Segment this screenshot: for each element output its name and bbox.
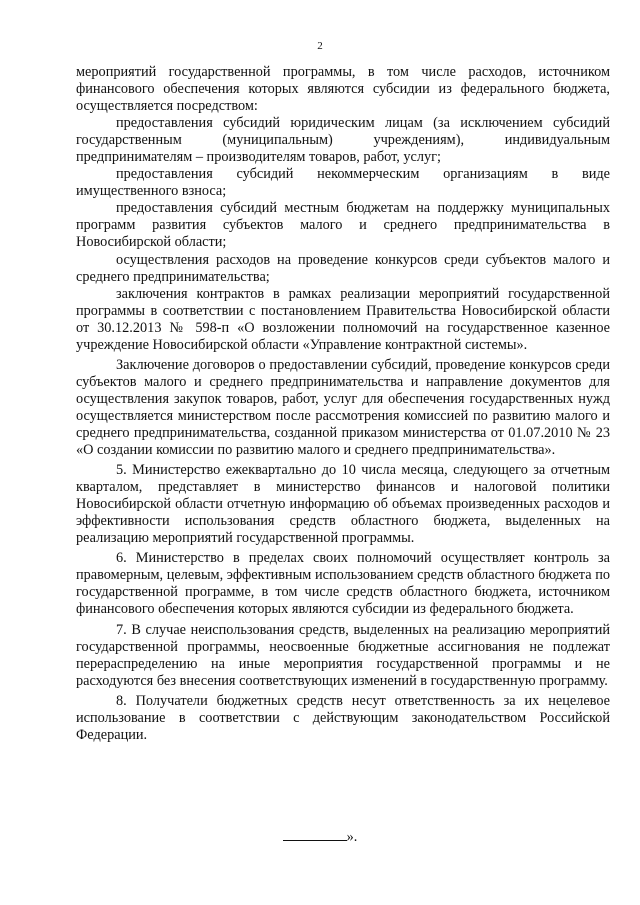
- paragraph-contest-expenses: осуществления расходов на проведение конкурсов среди субъектов малого и среднего предпринимательства;: [76, 251, 610, 285]
- paragraph-item-8: 8. Получатели бюджетных средств несут ответственность за их нецелевое использование в соответствии с действующим законодательством Российской Федерации.: [76, 692, 610, 743]
- page-number: 2: [317, 40, 323, 52]
- paragraph-subsidies-nonprofit: предоставления субсидий некоммерческим организациям в виде имущественного взноса;: [76, 166, 610, 200]
- closing-quote-mark: ».: [346, 829, 358, 845]
- paragraph-item-6: 6. Министерство в пределах своих полномочий осуществляет контроль за правомерным, целевым, эффективным использованием средств областного бюджета по государственной программе, в том числе средств областного бюджета, источником финансового обеспечения которых являются субсидии из федерального бюджета.: [76, 550, 610, 618]
- paragraph-subsidies-legal-entities: предоставления субсидий юридическим лицам (за исключением субсидий государственным (муниципальным) учреждениям), индивидуальным предпринимателям – производителям товаров, работ, услуг;: [76, 115, 610, 166]
- paragraph-agreements: Заключение договоров о предоставлении субсидий, проведение конкурсов среди субъектов малого и среднего предпринимательства и направление документов для осуществления закупок товаров, работ, услуг для обеспечения государственных нужд осуществляется министерством после рассмотрения комиссией по развитию малого и среднего предпринимательства, созданной приказом министерства от 01.07.2010 № 23 «О создании комиссии по развитию малого и среднего предпринимательства».: [76, 356, 610, 459]
- paragraph-subsidies-local-budgets: предоставления субсидий местным бюджетам на поддержку муниципальных программ развития субъектов малого и среднего предпринимательства в Новосибирской области;: [76, 200, 610, 251]
- paragraph-contracts: заключения контрактов в рамках реализации мероприятий государственной программы в соответствии с постановлением Правительства Новосибирской области от 30.12.2013 № 598-п «О возложении полномочий на государственное казенное учреждение Новосибирской области «Управление контрактной системы».: [76, 285, 610, 353]
- paragraph-item-5: 5. Министерство ежеквартально до 10 числа месяца, следующего за отчетным кварталом, представляет в министерство финансов и налоговой политики Новосибирской области отчетную информацию об объемах произведенных расходов и эффективности использования средств областного бюджета, выделенных на реализацию мероприятий государственной программы.: [76, 462, 610, 547]
- paragraph-item-7: 7. В случае неиспользования средств, выделенных на реализацию мероприятий государственной программы, неосвоенные бюджетные ассигнования не подлежат перераспределению на иные мероприятия государственной программы и не расходуются без внесения соответствующих изменений в государственную программу.: [76, 621, 610, 689]
- paragraph-continuation: мероприятий государственной программы, в том числе расходов, источником финансового обеспечения которых являются субсидии из федерального бюджета, осуществляется посредством:: [76, 64, 610, 115]
- document-body: [76, 64, 610, 744]
- signature-underline: [283, 827, 347, 841]
- closing-line: [0, 827, 640, 846]
